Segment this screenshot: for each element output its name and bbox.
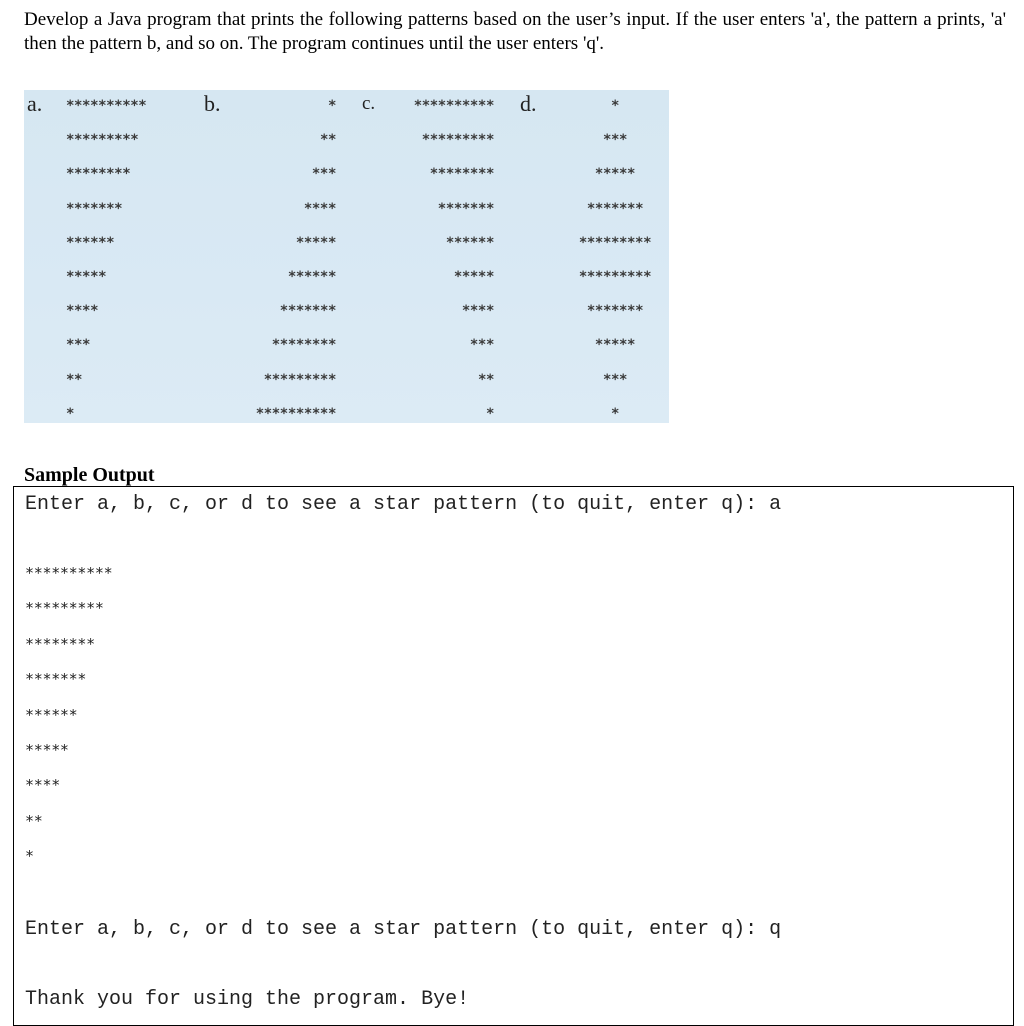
pattern-figure bbox=[24, 90, 669, 423]
pattern-d-row: * bbox=[610, 405, 620, 422]
pattern-b-row: ****** bbox=[287, 268, 336, 285]
pattern-c-row: ********* bbox=[421, 132, 494, 149]
console-star-row: ****** bbox=[25, 706, 78, 724]
pattern-a-row: * bbox=[66, 405, 75, 422]
pattern-d-row: ******* bbox=[586, 200, 644, 217]
pattern-a-row: ****** bbox=[66, 234, 115, 251]
console-goodbye: Thank you for using the program. Bye! bbox=[25, 988, 470, 1011]
pattern-c-row: ****** bbox=[445, 234, 494, 251]
pattern-c-row: ******* bbox=[437, 200, 494, 217]
console-star-row: * bbox=[25, 847, 34, 865]
pattern-a-row: *** bbox=[66, 337, 91, 354]
pattern-a-row: **** bbox=[66, 303, 99, 320]
console-star-row: ***** bbox=[25, 741, 69, 759]
pattern-b-row: ******** bbox=[271, 337, 336, 354]
sample-output-heading: Sample Output bbox=[24, 464, 155, 486]
pattern-d-row: ********* bbox=[578, 268, 652, 285]
pattern-d-row: ***** bbox=[594, 166, 636, 183]
pattern-d-row: * bbox=[610, 98, 620, 114]
pattern-b-row: ********* bbox=[263, 371, 336, 388]
pattern-b bbox=[214, 94, 336, 436]
pattern-a-label: a. bbox=[27, 91, 43, 116]
pattern-b-row: ***** bbox=[295, 234, 336, 251]
pattern-b-row: ** bbox=[319, 132, 336, 149]
pattern-d-label: d. bbox=[520, 91, 537, 116]
console-star-row: ******* bbox=[25, 670, 87, 688]
pattern-b-row: ******* bbox=[279, 303, 336, 320]
assignment-description: Develop a Java program that prints the following patterns based on the user’s input. If the user enters 'a', the pattern a prints, 'a' then the pattern b, and so on. The program continues until the user enters 'q'. bbox=[24, 9, 1006, 54]
console-output bbox=[13, 486, 1014, 1026]
pattern-d bbox=[550, 94, 680, 436]
console-star-row: **** bbox=[25, 776, 60, 794]
pattern-a-row: ********* bbox=[66, 132, 139, 149]
pattern-c-label: c. bbox=[362, 93, 376, 114]
pattern-a-row: ** bbox=[66, 371, 83, 388]
pattern-c-row: **** bbox=[461, 303, 494, 320]
console-star-row: ********* bbox=[25, 599, 104, 617]
pattern-b-row: * bbox=[327, 98, 336, 114]
pattern-d-row: ********* bbox=[578, 234, 652, 251]
pattern-c-row: ********** bbox=[413, 98, 494, 114]
console-star-row: ** bbox=[25, 812, 43, 830]
pattern-c-row: ******** bbox=[429, 166, 494, 183]
pattern-c-row: *** bbox=[469, 337, 494, 354]
pattern-a-row: ********** bbox=[66, 98, 147, 114]
console-star-row: ******** bbox=[25, 635, 95, 653]
pattern-d-row: ***** bbox=[594, 337, 636, 354]
pattern-a-row: ***** bbox=[66, 268, 107, 285]
pattern-b-row: ********** bbox=[255, 405, 336, 422]
pattern-c-row: * bbox=[485, 405, 494, 422]
pattern-d-row: *** bbox=[602, 132, 628, 149]
console-prompt: Enter a, b, c, or d to see a star pattern (to quit, enter q): a bbox=[25, 493, 782, 516]
pattern-d-row: *** bbox=[602, 371, 628, 388]
pattern-d-row: ******* bbox=[586, 303, 644, 320]
pattern-a-row: ******** bbox=[66, 166, 131, 183]
pattern-b-row: **** bbox=[303, 200, 336, 217]
pattern-a-row: ******* bbox=[66, 200, 123, 217]
console-star-row: ********** bbox=[25, 564, 113, 582]
console-prompt: Enter a, b, c, or d to see a star pattern (to quit, enter q): q bbox=[25, 918, 782, 941]
pattern-b-label: b. bbox=[204, 91, 221, 116]
pattern-b-row: *** bbox=[311, 166, 336, 183]
pattern-a bbox=[66, 94, 186, 436]
pattern-c bbox=[374, 94, 494, 436]
pattern-c-row: ** bbox=[477, 371, 494, 388]
pattern-c-row: ***** bbox=[453, 268, 494, 285]
